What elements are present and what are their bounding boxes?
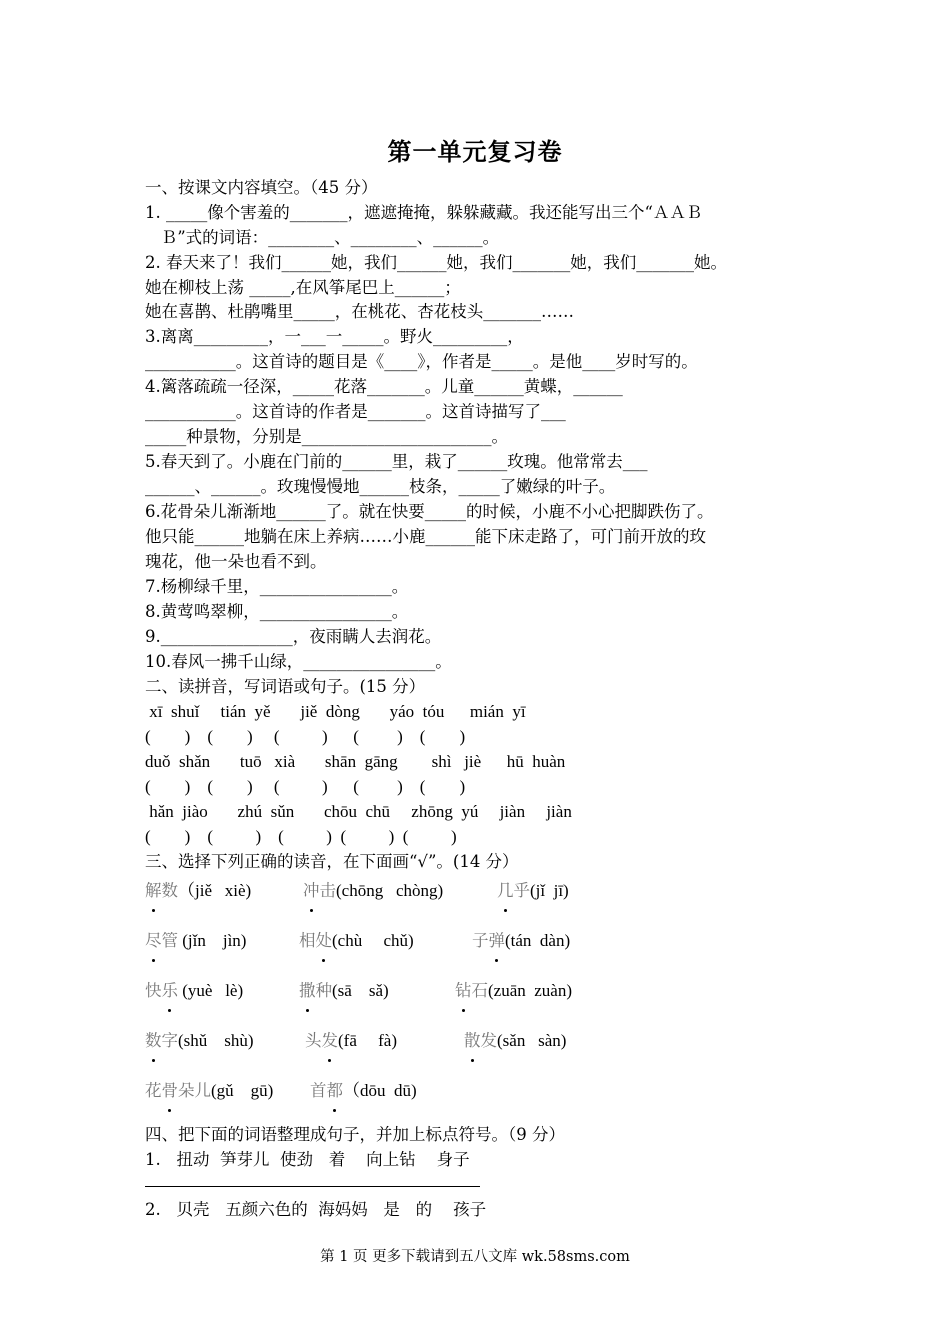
s4-question-2: 2. 贝壳 五颜六色的 海妈妈 是 的 孩子 <box>145 1200 487 1219</box>
answer-parens-row: ( ) ( ) ( ) ( ) ( ) <box>145 727 466 746</box>
reading-choice-item: 解数（jiě xiè) <box>145 878 251 903</box>
s1-line: 7.杨柳绿千里，________________。 <box>145 577 409 596</box>
reading-choice-item: 花骨朵儿(gǔ gū) <box>145 1078 273 1103</box>
answer-line <box>145 1186 480 1187</box>
reading-choice-item: 数字(shǔ shù) <box>145 1028 254 1053</box>
s1-line: 3.离离_________，一___一_____。野火_________， <box>145 327 524 346</box>
reading-choice-item: 子弹(tán dàn) <box>472 928 570 953</box>
s1-line: 2. 春天来了！我们______她，我们______她，我们_______她，我们_______她。 <box>145 253 727 272</box>
s1-line: ___________。这首诗的作者是_______。这首诗描写了___ <box>145 402 566 421</box>
pinyin-row: xī shuǐ tián yě jiě dòng yáo tóu mián yī <box>145 702 526 721</box>
reading-choice-item: 散发(sǎn sàn) <box>464 1028 566 1053</box>
s1-line: Ｂ”式的词语：________、________、______。 <box>145 228 500 247</box>
reading-choice-item: 头发(fā fà) <box>305 1028 397 1053</box>
s1-line: 6.花骨朵儿渐渐地______了。就在快要_____的时候，小鹿不小心把脚跌伤了。 <box>145 502 714 521</box>
s1-line: ___________。这首诗的题目是《____》，作者是_____。是他____岁时写的。 <box>145 352 698 371</box>
reading-choice-item: 撒种(sā sǎ) <box>299 978 389 1003</box>
s1-line: 瑰花，他一朵也看不到。 <box>145 552 327 571</box>
reading-choice-item: 钻石(zuān zuàn) <box>455 978 572 1003</box>
reading-choice-item: 尽管 (jǐn jìn) <box>145 928 246 953</box>
s1-line: 她在喜鹊、杜鹃嘴里_____，在桃花、杏花枝头_______…… <box>145 302 574 321</box>
s1-line: 9.________________，夜雨瞒人去润花。 <box>145 627 442 646</box>
section1-heading: 一、按课文内容填空。（45 分） <box>145 178 378 197</box>
s1-line: 1. _____像个害羞的_______，遮遮掩掩，躲躲藏藏。我还能写出三个“ＡＡＢ <box>145 203 703 222</box>
page-title: 第一单元复习卷 <box>387 137 563 166</box>
s1-line: 8.黄莺鸣翠柳，________________。 <box>145 602 409 621</box>
answer-parens-row: ( ) ( ) ( ) ( ) ( ) <box>145 827 457 846</box>
s1-line: 她在柳枝上荡 _____,在风筝尾巴上______； <box>145 278 461 297</box>
pinyin-row: hǎn jiào zhú sǔn chōu chū zhōng yú jiàn jiàn <box>145 802 572 821</box>
s1-line: ______、______。玫瑰慢慢地______枝条，_____了嫩绿的叶子。 <box>145 477 616 496</box>
section2-heading: 二、读拼音，写词语或句子。(15 分） <box>145 677 426 696</box>
reading-choice-item: 几乎(jǐ jī) <box>497 878 569 903</box>
s1-line: 他只能______地躺在床上养病……小鹿______能下床走路了，可门前开放的玫 <box>145 527 706 546</box>
s1-line: 10.春风一拂千山绿，________________。 <box>145 652 452 671</box>
s1-line: _____种景物，分别是_______________________。 <box>145 427 508 446</box>
answer-parens-row: ( ) ( ) ( ) ( ) ( ) <box>145 777 466 796</box>
reading-choice-item: 相处(chù chǔ) <box>299 928 414 953</box>
s4-question-1: 1. 扭动 笋芽儿 使劲 着 向上钻 身子 <box>145 1150 470 1169</box>
reading-choice-item: 冲击(chōng chòng) <box>303 878 443 903</box>
section4-heading: 四、把下面的词语整理成句子，并加上标点符号。（9 分） <box>145 1125 565 1144</box>
section3-heading: 三、选择下列正确的读音，在下面画“√”。(14 分） <box>145 852 519 871</box>
reading-choice-item: 首都（dōu dū) <box>310 1078 417 1103</box>
pinyin-row: duǒ shǎn tuō xià shān gāng shì jiè hū huàn <box>145 752 566 771</box>
reading-choice-item: 快乐 (yuè lè) <box>145 978 243 1003</box>
s1-line: 4.篱落疏疏一径深，_____花落_______。儿童______黄蝶，______ <box>145 377 623 396</box>
s1-line: 5.春天到了。小鹿在门前的______里，栽了______玫瑰。他常常去___ <box>145 452 648 471</box>
page-footer: 第 1 页 更多下载请到五八文库 wk.58sms.com <box>320 1249 630 1265</box>
